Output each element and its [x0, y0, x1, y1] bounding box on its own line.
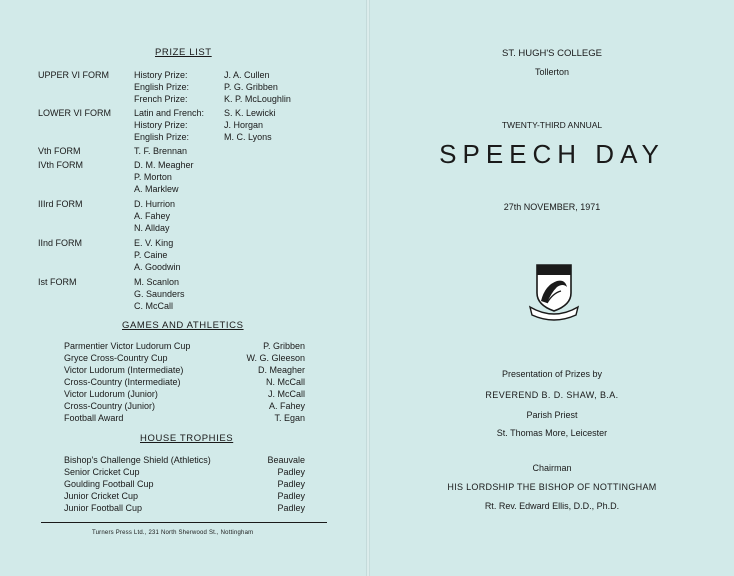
award-winner: T. Egan: [274, 413, 305, 423]
award-label: Junior Football Cup: [64, 503, 143, 513]
award-label: Gryce Cross-Country Cup: [64, 353, 168, 363]
college-crest: [527, 263, 581, 326]
award-winner: Padley: [277, 467, 305, 477]
prize-label: English Prize:: [134, 82, 190, 92]
annual-label: TWENTY-THIRD ANNUAL: [501, 120, 603, 130]
college-place: Tollerton: [534, 67, 570, 77]
award-winner: Padley: [277, 479, 305, 489]
prize-winner: J. Horgan: [224, 120, 264, 130]
award-label: Parmentier Victor Ludorum Cup: [64, 341, 191, 351]
award-label: Victor Ludorum (Junior): [64, 389, 158, 399]
event-date: 27th NOVEMBER, 1971: [503, 202, 601, 212]
award-winner: W. G. Gleeson: [246, 353, 305, 363]
prize-winner: K. P. McLoughlin: [224, 94, 291, 104]
college-name: ST. HUGH'S COLLEGE: [501, 48, 602, 59]
award-label: Football Award: [64, 413, 124, 423]
prize-list-heading: PRIZE LIST: [155, 47, 212, 58]
printer-imprint: Turners Press Ltd., 231 North Sherwood St., Nottingham: [92, 530, 254, 536]
prize-winner: A. Marklew: [134, 184, 179, 194]
award-label: Victor Ludorum (Intermediate): [64, 365, 184, 375]
prize-winner: P. Caine: [134, 250, 168, 260]
prize-winner: S. K. Lewicki: [224, 108, 276, 118]
prize-winner: C. McCall: [134, 301, 174, 311]
prize-winner: D. Hurrion: [134, 199, 176, 209]
form-label: UPPER VI FORM: [38, 70, 110, 80]
chairman-label: Chairman: [532, 463, 572, 473]
prize-label: History Prize:: [134, 70, 188, 80]
prize-winner: M. Scanlon: [134, 277, 180, 287]
award-label: Goulding Football Cup: [64, 479, 154, 489]
prize-winner: M. C. Lyons: [224, 132, 272, 142]
prize-label: French Prize:: [134, 94, 188, 104]
prize-winner: A. Goodwin: [134, 262, 181, 272]
prize-label: English Prize:: [134, 132, 190, 142]
form-label: IInd FORM: [38, 238, 83, 248]
award-label: Bishop's Challenge Shield (Athletics): [64, 455, 211, 465]
form-label: Ist FORM: [38, 277, 77, 287]
award-winner: D. Meagher: [257, 365, 305, 375]
award-winner: A. Fahey: [268, 401, 305, 411]
chairman-title: HIS LORDSHIP THE BISHOP OF NOTTINGHAM: [447, 482, 657, 492]
award-label: Junior Cricket Cup: [64, 491, 139, 501]
award-label: Cross-Country (Intermediate): [64, 377, 181, 387]
prize-winner: A. Fahey: [134, 211, 171, 221]
prize-winner: P. Morton: [134, 172, 172, 182]
prize-winner: D. M. Meagher: [134, 160, 194, 170]
form-label: LOWER VI FORM: [38, 108, 112, 118]
award-winner: Padley: [277, 503, 305, 513]
prize-winner: N. Allday: [134, 223, 170, 233]
prize-winner: T. F. Brennan: [134, 146, 188, 156]
games-heading: GAMES AND ATHLETICS: [122, 320, 244, 331]
award-winner: Padley: [277, 491, 305, 501]
form-label: IIIrd FORM: [38, 199, 83, 209]
award-label: Senior Cricket Cup: [64, 467, 140, 477]
award-label: Cross-Country (Junior): [64, 401, 156, 411]
prize-winner: P. G. Gribben: [224, 82, 278, 92]
form-label: IVth FORM: [38, 160, 84, 170]
right-page: [370, 0, 734, 576]
presenter-role: Parish Priest: [526, 410, 578, 420]
presenter-name: REVEREND B. D. SHAW, B.A.: [485, 390, 619, 400]
award-winner: J. McCall: [267, 389, 305, 399]
prize-label: History Prize:: [134, 120, 188, 130]
award-winner: P. Gribben: [263, 341, 305, 351]
house-heading: HOUSE TROPHIES: [140, 433, 234, 444]
footer-rule: [41, 522, 327, 523]
presentation-line: Presentation of Prizes by: [501, 369, 603, 379]
prize-winner: E. V. King: [134, 238, 174, 248]
chairman-name: Rt. Rev. Edward Ellis, D.D., Ph.D.: [484, 501, 620, 511]
prize-winner: J. A. Cullen: [224, 70, 270, 80]
prize-winner: G. Saunders: [134, 289, 185, 299]
award-winner: N. McCall: [265, 377, 305, 387]
award-winner: Beauvale: [267, 455, 305, 465]
form-label: Vth FORM: [38, 146, 81, 156]
presenter-parish: St. Thomas More, Leicester: [496, 428, 608, 438]
speech-day-title: SPEECH DAY: [439, 139, 665, 169]
prize-label: Latin and French:: [134, 108, 205, 118]
left-page: [0, 0, 366, 576]
